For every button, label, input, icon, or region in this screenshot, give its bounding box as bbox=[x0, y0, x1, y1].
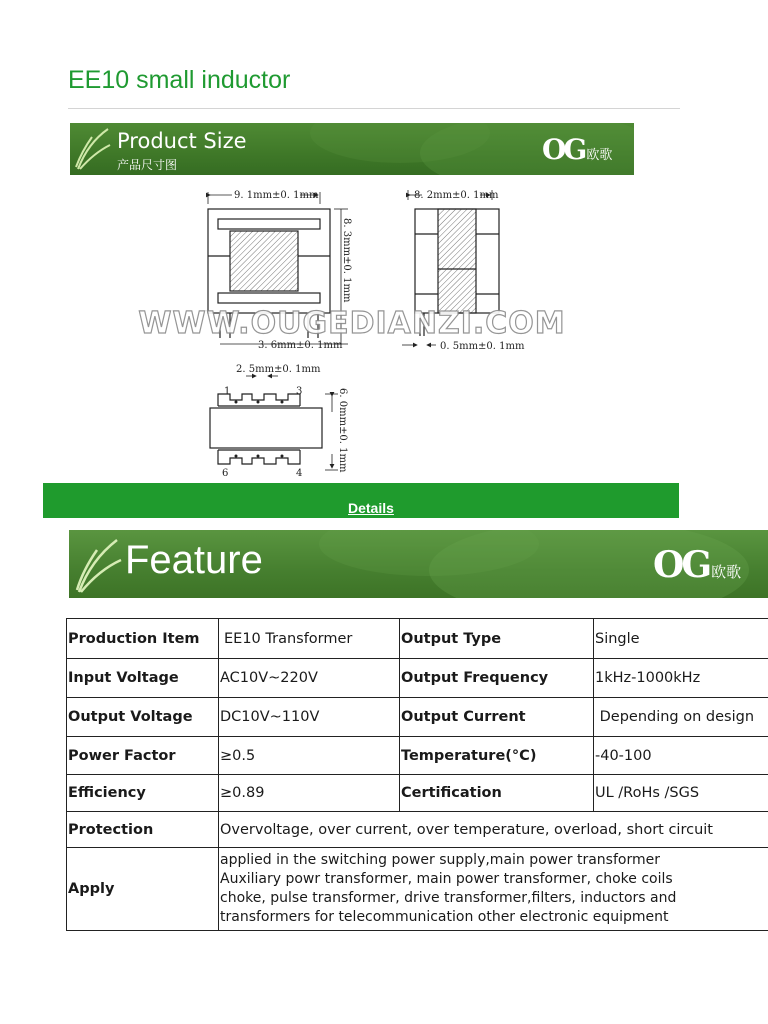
table-row bbox=[67, 698, 768, 737]
spec-label: Input Voltage bbox=[67, 659, 219, 698]
spec-value: -40-100 bbox=[594, 737, 768, 775]
bottom-view bbox=[210, 394, 322, 464]
spec-value: Depending on design bbox=[594, 698, 768, 737]
title-divider bbox=[68, 108, 680, 109]
spec-label: Production Item bbox=[67, 619, 219, 659]
spec-label: Temperature(°C) bbox=[400, 737, 594, 775]
pin-6-label: 6 bbox=[222, 468, 229, 479]
spec-label: Apply bbox=[67, 848, 219, 931]
spec-value: DC10V~110V bbox=[219, 698, 400, 737]
details-link[interactable]: Details bbox=[348, 500, 394, 516]
spec-label: Protection bbox=[67, 812, 219, 848]
apply-line: applied in the switching power supply,main power transformer bbox=[220, 852, 660, 868]
apply-line: Auxiliary powr transformer, main power transformer, choke coils bbox=[220, 871, 673, 887]
spec-label: Output Frequency bbox=[400, 659, 594, 698]
pin-1-label: 1 bbox=[224, 386, 231, 397]
table-row bbox=[67, 737, 768, 775]
dimension-drawing bbox=[70, 176, 634, 482]
bottom-height-label: 6. 0mm±0. 1mm bbox=[337, 388, 348, 473]
side-width-label: 8. 2mm±0. 1mm bbox=[414, 190, 499, 201]
apply-line: transformers for telecommunication other electronic equipment bbox=[220, 909, 669, 925]
logo-chinese: 欧歌 bbox=[711, 563, 742, 581]
table-row bbox=[67, 848, 768, 931]
product-size-subtitle: 产品尺寸图 bbox=[117, 158, 178, 172]
table-row bbox=[67, 619, 768, 659]
watermark-text: WWW.OUGEDIANZI.COM bbox=[138, 306, 566, 341]
spec-label: Output Voltage bbox=[67, 698, 219, 737]
spec-value: ≥0.5 bbox=[219, 737, 400, 775]
product-size-title: Product Size bbox=[117, 129, 247, 153]
pin-3-label: 3 bbox=[296, 386, 303, 397]
leaf-icon bbox=[77, 540, 121, 592]
company-logo bbox=[653, 544, 741, 586]
feature-title: Feature bbox=[125, 538, 263, 582]
apply-line: choke, pulse transformer, drive transformer,filters, inductors and bbox=[220, 890, 677, 906]
spec-label: Efficiency bbox=[67, 775, 219, 812]
spec-value: UL /RoHs /SGS bbox=[594, 775, 768, 812]
spec-label: Certification bbox=[400, 775, 594, 812]
top-width-label: 9. 1mm±0. 1mm bbox=[234, 190, 319, 201]
pin-span-label: 3. 6mm±0. 1mm bbox=[258, 340, 343, 351]
spec-value: Single bbox=[594, 619, 768, 659]
pin-pitch-label: 2. 5mm±0. 1mm bbox=[236, 364, 321, 375]
leaf-icon bbox=[76, 129, 110, 169]
pin-4-label: 4 bbox=[296, 468, 303, 479]
table-row bbox=[67, 775, 768, 812]
logo-chinese: 欧歌 bbox=[586, 148, 613, 163]
spec-label: Power Factor bbox=[67, 737, 219, 775]
logo-letters: OG bbox=[542, 133, 585, 166]
spec-label: Output Type bbox=[400, 619, 594, 659]
pin-thickness-label: 0. 5mm±0. 1mm bbox=[440, 341, 525, 352]
apply-description bbox=[219, 848, 768, 931]
page-title: EE10 small inductor bbox=[68, 66, 291, 94]
right-height-label: 8. 3mm±0. 1mm bbox=[341, 218, 352, 303]
spec-value: 1kHz-1000kHz bbox=[594, 659, 768, 698]
table-row bbox=[67, 812, 768, 848]
spec-table bbox=[66, 618, 768, 931]
spec-value: ≥0.89 bbox=[219, 775, 400, 812]
spec-label: Output Current bbox=[400, 698, 594, 737]
company-logo bbox=[542, 133, 612, 166]
spec-value: EE10 Transformer bbox=[219, 619, 400, 659]
logo-letters: OG bbox=[653, 544, 710, 586]
table-row bbox=[67, 659, 768, 698]
spec-value: AC10V~220V bbox=[219, 659, 400, 698]
product-size-banner bbox=[70, 123, 634, 175]
spec-value: Overvoltage, over current, over temperature, overload, short circuit bbox=[219, 812, 768, 848]
feature-banner bbox=[69, 530, 768, 598]
